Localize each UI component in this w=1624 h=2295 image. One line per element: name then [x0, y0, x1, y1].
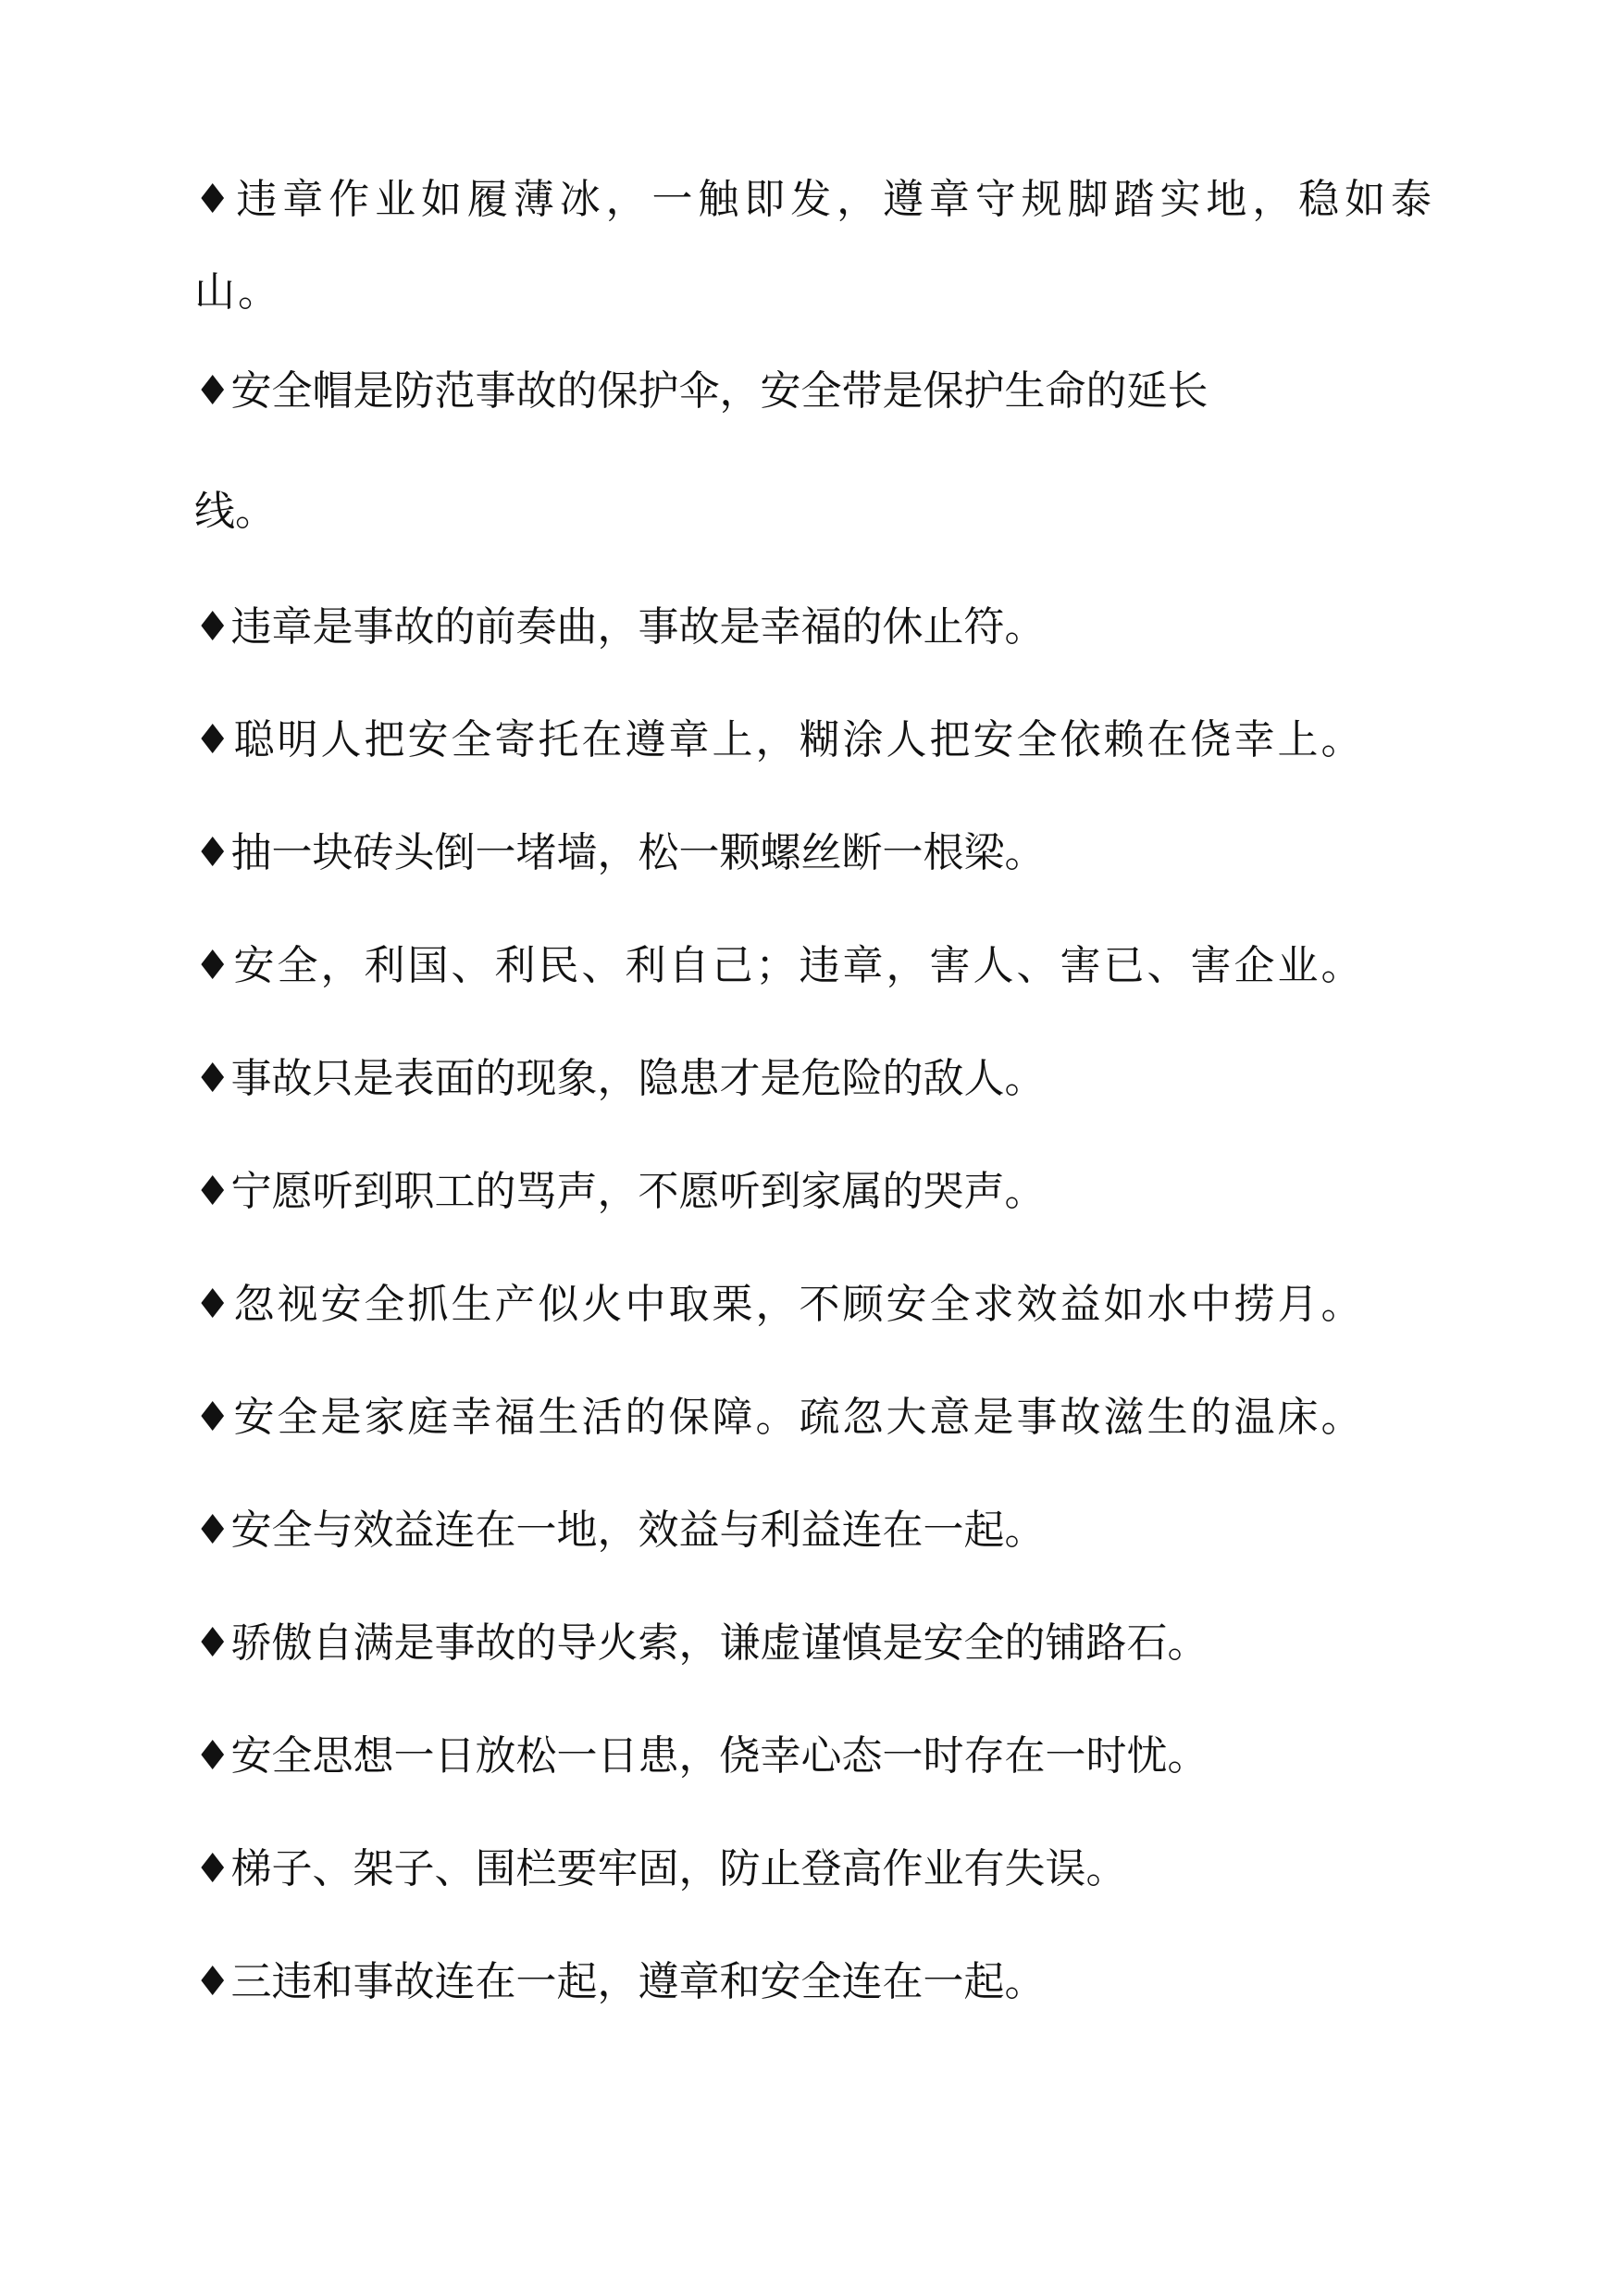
- slogan-paragraph: ♦违章是事故的前奏曲，事故是幸福的休止符。: [194, 603, 1046, 651]
- slogan-paragraph: ♦抽一块砖头倒一堵墙，松一颗螺丝断一根梁。: [194, 829, 1046, 876]
- slogan-paragraph: ♦事故只是表面的现象，隐患才是危险的敌人。: [194, 1055, 1046, 1102]
- slogan-paragraph: ♦梯子、架子、围栏要牢固，防止登高作业有失误。: [194, 1845, 1127, 1892]
- document-body: [194, 154, 1434, 2049]
- slogan-paragraph: ♦安全与效益连在一地，效益与利益连在一起。: [194, 1507, 1046, 1554]
- slogan-paragraph: ♦三违和事故连在一起，遵章和安全连在一起。: [194, 1958, 1046, 2005]
- slogan-paragraph: ♦违章作业如履薄冰，一触即发，遵章守规脚踏实地，稳如泰山。: [194, 176, 1434, 316]
- slogan-paragraph: ♦宁愿听到职工的骂声，不愿听到家属的哭声。: [194, 1168, 1046, 1215]
- slogan-paragraph: ♦安全，利国、利民、利自己；违章，害人、害已、害企业。: [194, 942, 1365, 989]
- slogan-paragraph: ♦安全是家庭幸福生活的保障。疏忽大意是事故滋生的温床。: [194, 1394, 1365, 1441]
- slogan-paragraph-continuation: 线。: [194, 488, 276, 535]
- slogan-paragraph: ♦骄傲自满是事故的导火索，谦虚谨慎是安全的铺路石。: [194, 1619, 1209, 1667]
- slogan-paragraph: ♦聪明人把安全寄托在遵章上，糊涂人把安全依赖在侥幸上。: [194, 716, 1365, 763]
- slogan-paragraph: ♦安全帽是防范事故的保护伞，安全带是保护生命的延长: [194, 367, 1209, 415]
- slogan-paragraph: ♦忽视安全抓生产似火中取栗，不顾安全求效益如水中捞月。: [194, 1281, 1365, 1328]
- slogan-paragraph: ♦安全思想一日放松一日患，侥幸心态一时存在一时忧。: [194, 1732, 1209, 1780]
